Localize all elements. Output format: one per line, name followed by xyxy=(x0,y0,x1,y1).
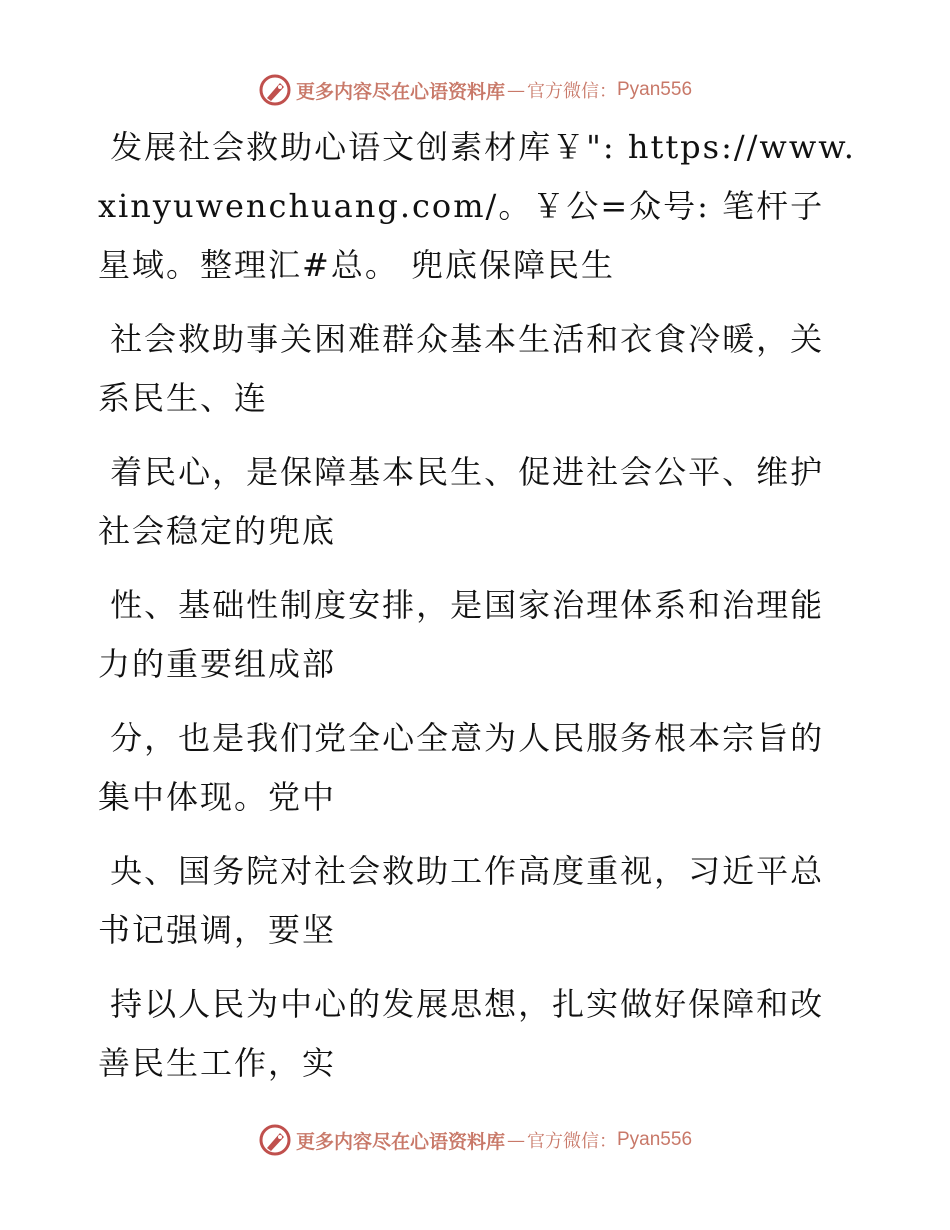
header-wechat-label: 官方微信： xyxy=(527,81,617,102)
pen-nib-logo-icon xyxy=(258,1123,292,1157)
header-site-text: 更多内容尽在心语资料库 xyxy=(295,80,505,103)
paragraph: 着民心，是保障基本民生、促进社会公平、维护社会稳定的兜底 xyxy=(98,453,825,550)
paragraph: 分，也是我们党全心全意为人民服务根本宗旨的集中体现。党中 xyxy=(98,719,825,816)
header-watermark xyxy=(0,70,950,110)
paragraph: 央、国务院对社会救助工作高度重视，习近平总书记强调，要坚 xyxy=(98,852,825,949)
paragraph: 社会救助事关困难群众基本生活和衣食冷暖，关系民生、连 xyxy=(98,320,825,417)
footer-separator: — xyxy=(507,1129,525,1151)
header-wechat-id: Pyan556 xyxy=(617,79,693,100)
pen-nib-logo-icon xyxy=(258,73,292,107)
footer-watermark xyxy=(0,1120,950,1160)
paragraph: 发展社会救助心语文创素材库￥": https://www.xinyuwenchuang.com/。￥公=众号: 笔杆子星域。整理汇#总。 兜底保障民生 xyxy=(98,128,856,284)
paragraph: 持以人民为中心的发展思想，扎实做好保障和改善民生工作，实 xyxy=(98,985,825,1082)
footer-wechat-label: 官方微信： xyxy=(527,1131,617,1152)
footer-site-text: 更多内容尽在心语资料库 xyxy=(295,1130,505,1153)
header-separator: — xyxy=(507,79,525,101)
paragraph: 性、基础性制度安排，是国家治理体系和治理能力的重要组成部 xyxy=(98,586,825,683)
footer-wechat-id: Pyan556 xyxy=(617,1129,693,1150)
document-body xyxy=(98,118,858,1108)
